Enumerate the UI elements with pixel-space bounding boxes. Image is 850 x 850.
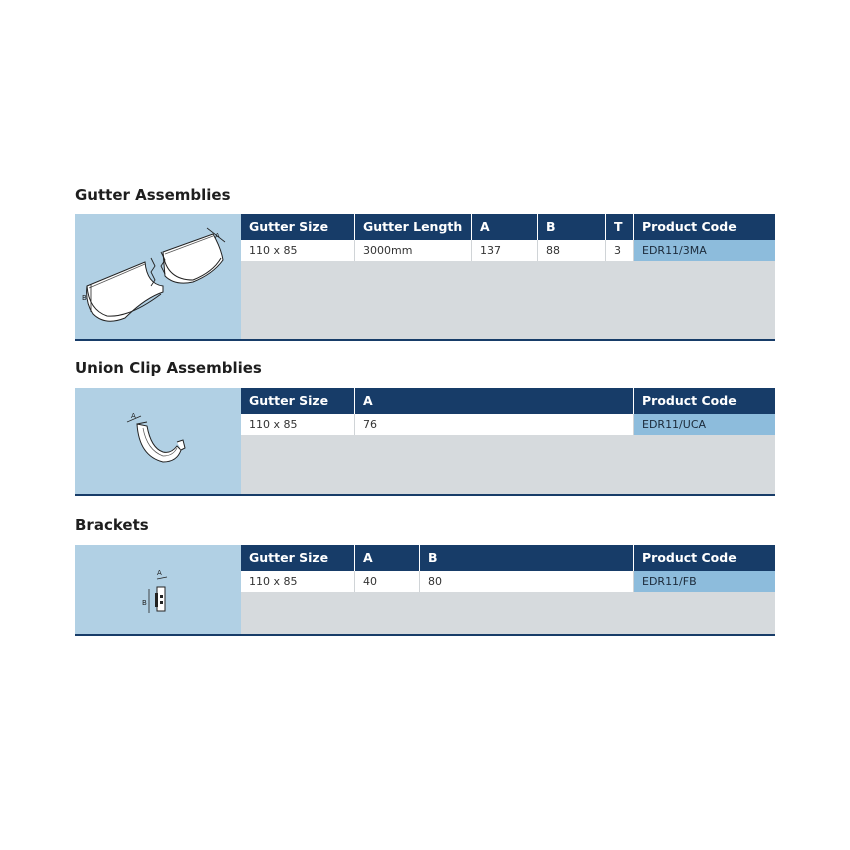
table-header	[241, 388, 775, 414]
bracket-diagram	[75, 545, 241, 636]
cell-product-code: EDR11/3MA	[633, 240, 775, 261]
dimension-label-a: A	[157, 569, 162, 577]
cell-a: 40	[354, 571, 419, 592]
cell-gutter-size: 110 x 85	[249, 418, 298, 431]
brackets-image-panel	[75, 545, 241, 636]
table-row	[241, 414, 775, 435]
union-clip-table	[241, 388, 775, 496]
table-row	[241, 240, 775, 261]
cell-a: 76	[354, 414, 633, 435]
union-clip-block	[75, 388, 775, 496]
header-gutter-size: Gutter Size	[249, 550, 329, 565]
cell-b: 88	[537, 240, 605, 261]
cell-gutter-size: 110 x 85	[249, 575, 298, 588]
gutter-assemblies-block	[75, 214, 775, 340]
header-a: A	[471, 214, 537, 240]
cell-t: 3	[605, 240, 633, 261]
union-clip-diagram	[75, 388, 241, 496]
section-divider	[75, 634, 775, 636]
header-gutter-size: Gutter Size	[249, 219, 329, 234]
header-gutter-length: Gutter Length	[354, 214, 471, 240]
section-title-brackets: Brackets	[75, 516, 149, 534]
section-divider	[75, 494, 775, 496]
header-product-code: Product Code	[633, 545, 775, 571]
gutter-assembly-image-panel	[75, 214, 241, 340]
cell-product-code: EDR11/FB	[633, 571, 775, 592]
cell-product-code: EDR11/UCA	[633, 414, 775, 435]
header-product-code: Product Code	[633, 388, 775, 414]
dimension-label-a: A	[131, 412, 136, 420]
section-title-union-clip-assemblies: Union Clip Assemblies	[75, 359, 262, 377]
header-gutter-size: Gutter Size	[249, 393, 329, 408]
cell-a: 137	[471, 240, 537, 261]
brackets-table	[241, 545, 775, 636]
header-t: T	[605, 214, 633, 240]
header-b: B	[537, 214, 605, 240]
section-title-gutter-assemblies: Gutter Assemblies	[75, 186, 231, 204]
header-b: B	[419, 545, 633, 571]
brackets-block	[75, 545, 775, 636]
dimension-label-b: B	[142, 599, 147, 607]
header-product-code: Product Code	[633, 214, 775, 240]
section-divider	[75, 339, 775, 341]
dimension-label-b: B	[82, 294, 87, 302]
header-a: A	[354, 545, 419, 571]
cell-gutter-length: 3000mm	[354, 240, 471, 261]
dimension-label-a: A	[215, 232, 220, 240]
table-row	[241, 571, 775, 592]
gutter-assembly-diagram	[75, 214, 241, 340]
gutter-assemblies-table	[241, 214, 775, 340]
table-header	[241, 545, 775, 571]
header-a: A	[354, 388, 633, 414]
cell-gutter-size: 110 x 85	[249, 244, 298, 257]
cell-b: 80	[419, 571, 633, 592]
table-header	[241, 214, 775, 240]
union-clip-image-panel	[75, 388, 241, 496]
